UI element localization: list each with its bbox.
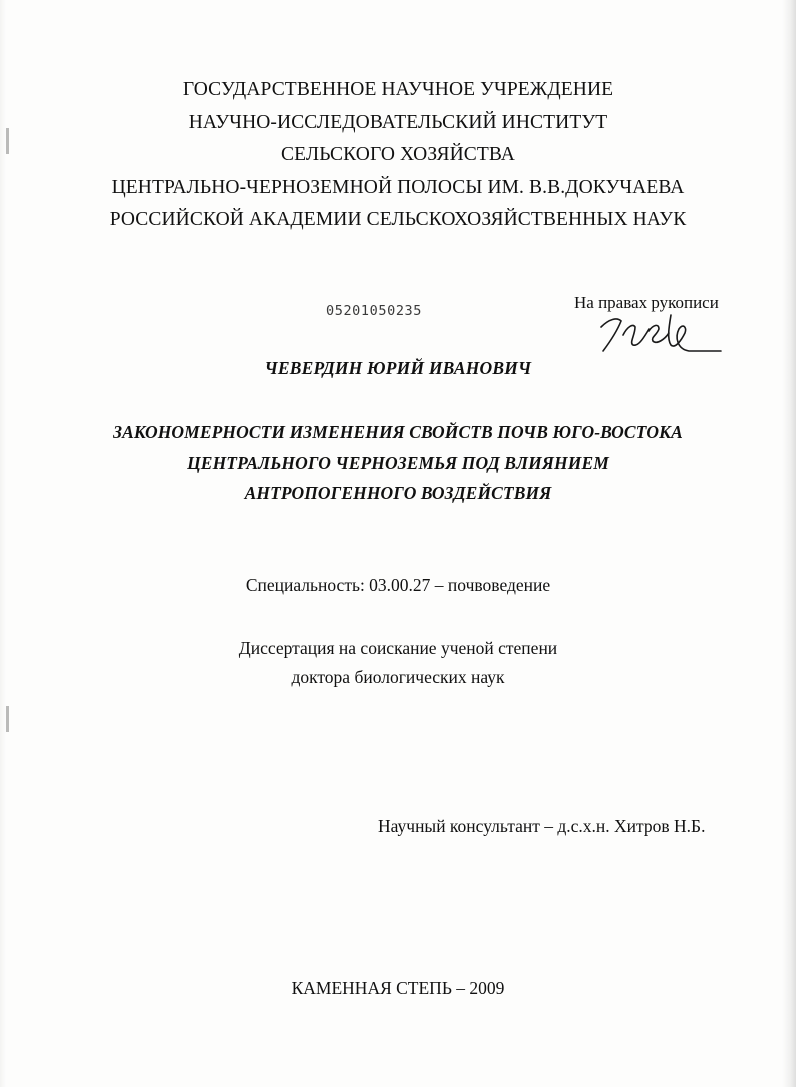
- title-line: ЗАКОНОМЕРНОСТИ ИЗМЕНЕНИЯ СВОЙСТВ ПОЧВ ЮГО-ВОСТОКА: [113, 422, 683, 442]
- registry-number: 05201050235: [326, 303, 423, 319]
- degree-statement: [0, 634, 796, 692]
- author-name: ЧЕВЕРДИН ЮРИЙ ИВАНОВИЧ: [264, 358, 532, 378]
- manuscript-note: На правах рукописи: [574, 293, 719, 312]
- degree-line: доктора биологических наук: [291, 667, 505, 687]
- title-line: ЦЕНТРАЛЬНОГО ЧЕРНОЗЕМЬЯ ПОД ВЛИЯНИЕМ: [187, 452, 609, 473]
- institution-line: СЕЛЬСКОГО ХОЗЯЙСТВА: [281, 144, 515, 165]
- place-year: КАМЕННАЯ СТЕПЬ – 2009: [291, 978, 505, 998]
- dissertation-title: [0, 417, 796, 509]
- scientific-consultant: Научный консультант – д.с.х.н. Хитров Н.Б.: [378, 816, 706, 836]
- institution-line: ЦЕНТРАЛЬНО-ЧЕРНОЗЕМНОЙ ПОЛОСЫ ИМ. В.В.ДОКУЧАЕВА: [111, 176, 685, 198]
- degree-line: Диссертация на соискание ученой степени: [238, 638, 558, 658]
- title-line: АНТРОПОГЕННОГО ВОЗДЕЙСТВИЯ: [244, 483, 552, 503]
- fold-mark-bottom: [6, 706, 9, 732]
- institution-header: [0, 74, 796, 237]
- institution-line: ГОСУДАРСТВЕННОЕ НАУЧНОЕ УЧРЕЖДЕНИЕ: [182, 79, 614, 100]
- institution-line: РОССИЙСКОЙ АКАДЕМИИ СЕЛЬСКОХОЗЯЙСТВЕННЫХ НАУК: [109, 209, 687, 230]
- specialty: Специальность: 03.00.27 – почвоведение: [245, 575, 551, 595]
- institution-line: НАУЧНО-ИССЛЕДОВАТЕЛЬСКИЙ ИНСТИТУТ: [188, 111, 608, 133]
